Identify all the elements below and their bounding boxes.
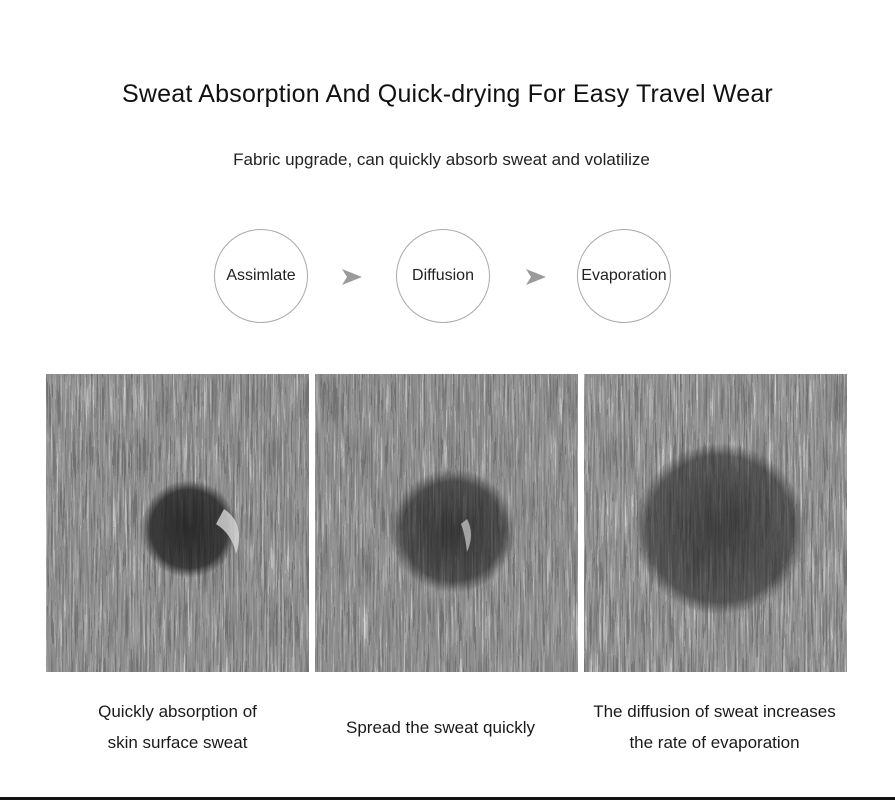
- fabric-texture-image: [46, 374, 309, 672]
- step-label: Assimlate: [226, 267, 296, 284]
- fabric-photo-evaporation: [584, 374, 847, 672]
- fabric-photo-row: [46, 374, 846, 672]
- fabric-photo-assimilate: [46, 374, 309, 672]
- caption-evaporation: [583, 695, 846, 759]
- page-title: Sweat Absorption And Quick-drying For Easy Travel Wear: [122, 80, 773, 108]
- caption-line: Spread the sweat quickly: [346, 717, 535, 737]
- step-assimilate: [214, 229, 308, 323]
- step-evaporation: [577, 229, 671, 323]
- arrow-right-icon: [340, 267, 364, 287]
- step-label: Evaporation: [581, 267, 667, 284]
- fabric-texture-image: [584, 374, 847, 672]
- page-subtitle: Fabric upgrade, can quickly absorb sweat and volatilize: [233, 150, 650, 169]
- arrow-right-icon: [524, 267, 548, 287]
- caption-assimilate: [46, 695, 309, 759]
- caption-line: Quickly absorption of: [98, 702, 257, 721]
- step-diffusion: [396, 229, 490, 323]
- fabric-texture-image: [315, 374, 578, 672]
- water-drop: [390, 469, 516, 593]
- caption-line: The diffusion of sweat increases: [593, 702, 836, 721]
- fabric-photo-diffusion: [315, 374, 578, 672]
- caption-line: skin surface sweat: [107, 733, 248, 752]
- process-steps: [0, 229, 895, 325]
- water-drop: [634, 443, 806, 615]
- step-label: Diffusion: [412, 267, 474, 284]
- caption-diffusion: [309, 695, 572, 759]
- caption-line: the rate of evaporation: [629, 733, 800, 752]
- caption-row: [46, 695, 846, 765]
